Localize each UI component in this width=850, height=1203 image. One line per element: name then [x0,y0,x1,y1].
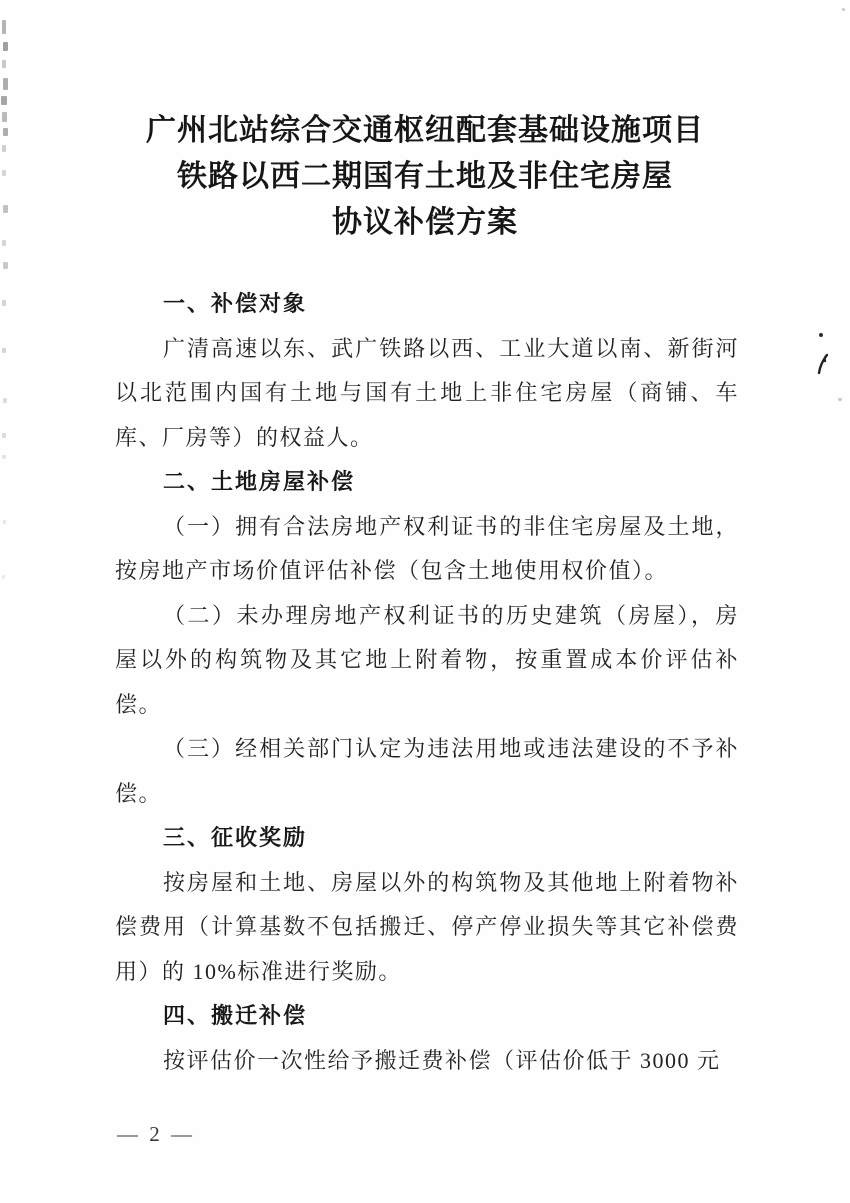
paragraph: 按房屋和土地、房屋以外的构筑物及其他地上附着物补偿费用（计算基数不包括搬迁、停产停业损失等其它补偿费用）的 10%标准进行奖励。 [115,869,739,984]
paragraph: 广清高速以东、武广铁路以西、工业大道以南、新街河以北范围内国有土地与国有土地上非住宅房屋（商铺、车库、厂房等）的权益人。 [115,335,739,450]
document-title [0,108,850,246]
section-heading-3: 三、征收奖励 [163,825,308,850]
section-heading-1: 一、补偿对象 [163,291,308,316]
document-title-line-2: 铁路以西二期国有土地及非住宅房屋 [177,160,673,193]
paragraph: （三）经相关部门认定为违法用地或违法建设的不予补偿。 [115,736,739,806]
page-number: — 2 — [117,1122,195,1146]
ink-mark [816,352,830,381]
paragraph: （一）拥有合法房地产权利证书的非住宅房屋及土地，按房地产市场价值评估补偿（包含土地使用权价值）。 [115,513,739,583]
scan-speck-right [838,398,842,401]
paragraph: （二）未办理房地产权利证书的历史建筑（房屋），房屋以外的构筑物及其它地上附着物，按重置成本价评估补偿。 [115,602,739,717]
paragraph: 按评估价一次性给予搬迁费补偿（评估价低于 3000 元 [163,1047,721,1073]
section-heading-4: 四、搬迁补偿 [163,1003,308,1028]
section-heading-2: 二、土地房屋补偿 [163,469,356,494]
scan-speck-top-right [842,8,845,11]
ink-dot [819,333,823,337]
document-body [115,282,739,1083]
document-title-line-3: 协议补偿方案 [332,206,518,239]
document-title-line-1: 广州北站综合交通枢纽配套基础设施项目 [146,114,704,147]
